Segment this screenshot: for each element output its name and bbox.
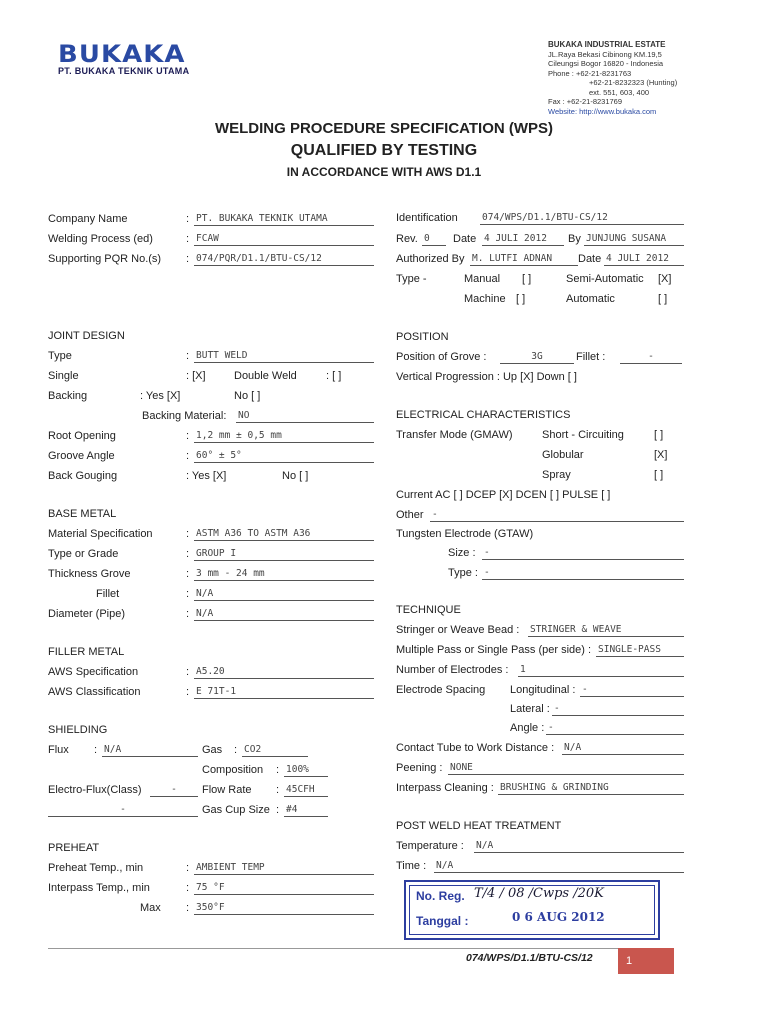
- section-technique: TECHNIQUE: [396, 604, 461, 616]
- gas-cup-label: Gas Cup Size: [202, 804, 270, 816]
- section-filler-metal: FILLER METAL: [48, 646, 125, 658]
- address-line1: JL.Raya Bekasi Cibinong KM.19,5: [548, 49, 662, 59]
- colon: :: [276, 804, 280, 816]
- angle-label: Angle :: [510, 722, 545, 734]
- num-electrodes-label: Number of Electrodes :: [396, 664, 509, 676]
- size-value: -: [482, 546, 684, 560]
- identification-label: Identification: [396, 212, 458, 224]
- interpass-temp-value: 75 °F: [194, 881, 374, 895]
- section-shielding: SHIELDING: [48, 724, 108, 736]
- address-line2: Cileungsi Bogor 16820 - Indonesia: [548, 59, 664, 68]
- section-electrical: ELECTRICAL CHARACTERISTICS: [396, 409, 571, 421]
- semi-auto-label: Semi-Automatic: [566, 273, 644, 285]
- vertical-progression: Vertical Progression : Up [X] Down [ ]: [396, 371, 577, 383]
- flux-value: N/A: [102, 743, 198, 757]
- section-base-metal: BASE METAL: [48, 508, 117, 520]
- composition-label: Composition: [202, 764, 264, 776]
- colon: :: [186, 528, 190, 540]
- stringer-label: Stringer or Weave Bead :: [396, 624, 520, 636]
- manual-checkbox: [ ]: [522, 273, 532, 285]
- position-grove-value: 3G: [500, 350, 574, 364]
- machine-checkbox: [ ]: [516, 293, 526, 305]
- date2-label: Date: [578, 253, 602, 265]
- process-value: FCAW: [194, 232, 374, 246]
- grade-label: Type or Grade: [48, 548, 119, 560]
- groove-value: 60° ± 5°: [194, 449, 374, 463]
- double-label: Double Weld: [234, 370, 297, 382]
- flow-rate-label: Flow Rate: [202, 784, 252, 796]
- colon: :: [276, 784, 280, 796]
- colon: :: [94, 744, 98, 756]
- type-value: BUTT WELD: [194, 349, 374, 363]
- machine-label: Machine: [464, 293, 506, 305]
- colon: :: [186, 882, 190, 894]
- gas-value: CO2: [242, 743, 308, 757]
- diameter-value: N/A: [194, 607, 374, 621]
- noreg-label: No. Reg.: [416, 889, 465, 903]
- colon: :: [186, 233, 190, 245]
- other-label: Other: [396, 509, 424, 521]
- electro-flux-label: Electro-Flux(Class): [48, 784, 142, 796]
- tanggal-date: 0 6 AUG 2012: [512, 910, 605, 924]
- identification-value: 074/WPS/D1.1/BTU-CS/12: [480, 211, 684, 225]
- process-label: Welding Process (ed): [48, 233, 153, 245]
- date2-value: 4 JULI 2012: [604, 252, 684, 266]
- date-value: 4 JULI 2012: [482, 232, 564, 246]
- title-qualified: QUALIFIED BY TESTING: [290, 142, 478, 159]
- spray-checkbox: [ ]: [654, 469, 664, 481]
- flow-rate-value: 45CFH: [284, 783, 328, 797]
- position-grove-label: Position of Grove :: [396, 351, 487, 363]
- contact-tube-label: Contact Tube to Work Distance :: [396, 742, 555, 754]
- thickness-label: Thickness Grove: [48, 568, 131, 580]
- pwht-time-value: N/A: [434, 859, 684, 873]
- tungsten-type-value: -: [482, 566, 684, 580]
- double-value: : [ ]: [326, 370, 342, 382]
- title-aws: IN ACCORDANCE WITH AWS D1.1: [286, 165, 482, 179]
- section-preheat: PREHEAT: [48, 842, 100, 854]
- automatic-label: Automatic: [566, 293, 615, 305]
- colon: :: [186, 902, 190, 914]
- pwht-time-label: Time :: [396, 860, 427, 872]
- colon: :: [186, 608, 190, 620]
- globular-label: Globular: [542, 449, 584, 461]
- type-label: Type: [48, 350, 72, 362]
- lateral-value: -: [552, 702, 684, 716]
- interpass-temp-label: Interpass Temp., min: [48, 882, 150, 894]
- interpass-cleaning-label: Interpass Cleaning :: [396, 782, 494, 794]
- title-wps: WELDING PROCEDURE SPECIFICATION (WPS): [214, 120, 554, 137]
- root-label: Root Opening: [48, 430, 116, 442]
- preheat-temp-value: AMBIENT TEMP: [194, 861, 374, 875]
- flux-label: Flux: [48, 744, 69, 756]
- registration-stamp: [404, 880, 660, 940]
- footer-doc-number: 074/WPS/D1.1/BTU-CS/12: [466, 952, 593, 964]
- backing-yes: : Yes [X]: [140, 390, 181, 402]
- aws-spec-label: AWS Specification: [48, 666, 139, 678]
- tanggal-label: Tanggal :: [416, 914, 469, 928]
- colon: :: [186, 588, 190, 600]
- backing-material-label: Backing Material:: [142, 410, 227, 422]
- root-value: 1,2 mm ± 0,5 mm: [194, 429, 374, 443]
- multipass-value: SINGLE-PASS: [596, 643, 684, 657]
- fillet-value: N/A: [194, 587, 374, 601]
- electro-flux-value: -: [150, 783, 198, 797]
- interpass-cleaning-value: BRUSHING & GRINDING: [498, 781, 684, 795]
- phone2: +62-21-8232323 (Hunting): [589, 78, 678, 87]
- section-joint-design: JOINT DESIGN: [48, 330, 125, 342]
- automatic-checkbox: [ ]: [658, 293, 668, 305]
- website: Website: http://www.bukaka.com: [548, 106, 657, 116]
- pwht-temp-label: Temperature :: [396, 840, 464, 852]
- globular-checkbox: [X]: [654, 449, 668, 461]
- current-label: Current AC [ ] DCEP [X] DCEN [ ] PULSE [ ]: [396, 489, 611, 501]
- matspec-label: Material Specification: [48, 528, 153, 540]
- authorized-label: Authorized By: [396, 253, 465, 265]
- position-fillet-label: Fillet :: [576, 351, 606, 363]
- other-value: -: [430, 508, 684, 522]
- electro-flux-value-2: -: [48, 803, 198, 817]
- backing-material-value: NO: [236, 409, 374, 423]
- aws-class-value: E 71T-1: [194, 685, 374, 699]
- phone-ext: ext. 551, 603, 400: [589, 87, 650, 97]
- page-number: 1: [618, 948, 674, 974]
- footer-divider: [48, 948, 618, 949]
- num-electrodes-value: 1: [518, 663, 684, 677]
- company-label: Company Name: [48, 213, 128, 225]
- aws-class-label: AWS Classification: [48, 686, 141, 698]
- colon: :: [186, 548, 190, 560]
- date-label: Date: [453, 233, 477, 245]
- colon: :: [186, 568, 190, 580]
- noreg-handwritten: T/4 / 08 /Cwps /20K: [474, 886, 604, 901]
- angle-value: -: [546, 721, 684, 735]
- rev-value: 0: [422, 232, 446, 246]
- spray-label: Spray: [542, 469, 571, 481]
- diameter-label: Diameter (Pipe): [48, 608, 126, 620]
- fax: Fax : +62-21-8231769: [548, 97, 623, 106]
- type-process-label: Type -: [396, 273, 427, 285]
- colon: :: [234, 744, 238, 756]
- colon: :: [186, 253, 190, 265]
- gouging-label: Back Gouging: [48, 470, 118, 482]
- aws-spec-value: A5.20: [194, 665, 374, 679]
- backing-no: No [ ]: [234, 390, 261, 402]
- size-label: Size :: [448, 547, 476, 559]
- tungsten-type-label: Type :: [448, 567, 478, 579]
- transfer-mode-label: Transfer Mode (GMAW): [396, 429, 513, 441]
- section-pwht: POST WELD HEAT TREATMENT: [396, 820, 562, 832]
- single-value: : [X]: [186, 370, 206, 382]
- colon: :: [276, 764, 280, 776]
- company-value: PT. BUKAKA TEKNIK UTAMA: [194, 212, 374, 226]
- estate-name: BUKAKA INDUSTRIAL ESTATE: [548, 40, 666, 49]
- phone1: Phone : +62-21-8231763: [548, 68, 632, 78]
- multipass-label: Multiple Pass or Single Pass (per side) :: [396, 644, 592, 656]
- pqr-value: 074/PQR/D1.1/BTU-CS/12: [194, 252, 374, 266]
- pqr-label: Supporting PQR No.(s): [48, 253, 162, 265]
- company-address: [548, 40, 677, 116]
- gas-cup-value: #4: [284, 803, 328, 817]
- thickness-value: 3 mm - 24 mm: [194, 567, 374, 581]
- colon: :: [186, 430, 190, 442]
- longitudinal-value: -: [580, 683, 684, 697]
- contact-tube-value: N/A: [562, 741, 684, 755]
- composition-value: 100%: [284, 763, 328, 777]
- section-position: POSITION: [396, 331, 449, 343]
- longitudinal-label: Longitudinal :: [510, 684, 576, 696]
- tungsten-label: Tungsten Electrode (GTAW): [396, 528, 534, 540]
- position-fillet-value: -: [620, 350, 682, 364]
- gas-label: Gas: [202, 744, 223, 756]
- stringer-value: STRINGER & WEAVE: [528, 623, 684, 637]
- gouging-no: No [ ]: [282, 470, 309, 482]
- peening-label: Peening :: [396, 762, 443, 774]
- manual-label: Manual: [464, 273, 501, 285]
- colon: :: [186, 686, 190, 698]
- short-circuit-label: Short - Circuiting: [542, 429, 624, 441]
- backing-label: Backing: [48, 390, 88, 402]
- semi-auto-checkbox: [X]: [658, 273, 672, 285]
- electrode-spacing-label: Electrode Spacing: [396, 684, 486, 696]
- company-name-logo: PT. BUKAKA TEKNIK UTAMA: [58, 66, 190, 76]
- grade-value: GROUP I: [194, 547, 374, 561]
- colon: :: [186, 350, 190, 362]
- colon: :: [186, 862, 190, 874]
- peening-value: NONE: [448, 761, 684, 775]
- fillet-label: Fillet: [96, 588, 120, 600]
- max-value: 350°F: [194, 901, 374, 915]
- colon: :: [186, 666, 190, 678]
- authorized-value: M. LUTFI ADNAN: [470, 252, 578, 266]
- single-label: Single: [48, 370, 79, 382]
- by-label: By: [568, 233, 581, 245]
- lateral-label: Lateral :: [510, 703, 550, 715]
- colon: :: [186, 213, 190, 225]
- rev-label: Rev.: [396, 233, 418, 245]
- colon: :: [186, 450, 190, 462]
- gouging-yes: : Yes [X]: [186, 470, 227, 482]
- matspec-value: ASTM A36 TO ASTM A36: [194, 527, 374, 541]
- by-value: JUNJUNG SUSANA: [584, 232, 684, 246]
- short-circuit-checkbox: [ ]: [654, 429, 664, 441]
- pwht-temp-value: N/A: [474, 839, 684, 853]
- company-logo: BUKAKA: [58, 40, 186, 68]
- max-label: Max: [140, 902, 161, 914]
- preheat-temp-label: Preheat Temp., min: [48, 862, 144, 874]
- groove-label: Groove Angle: [48, 450, 115, 462]
